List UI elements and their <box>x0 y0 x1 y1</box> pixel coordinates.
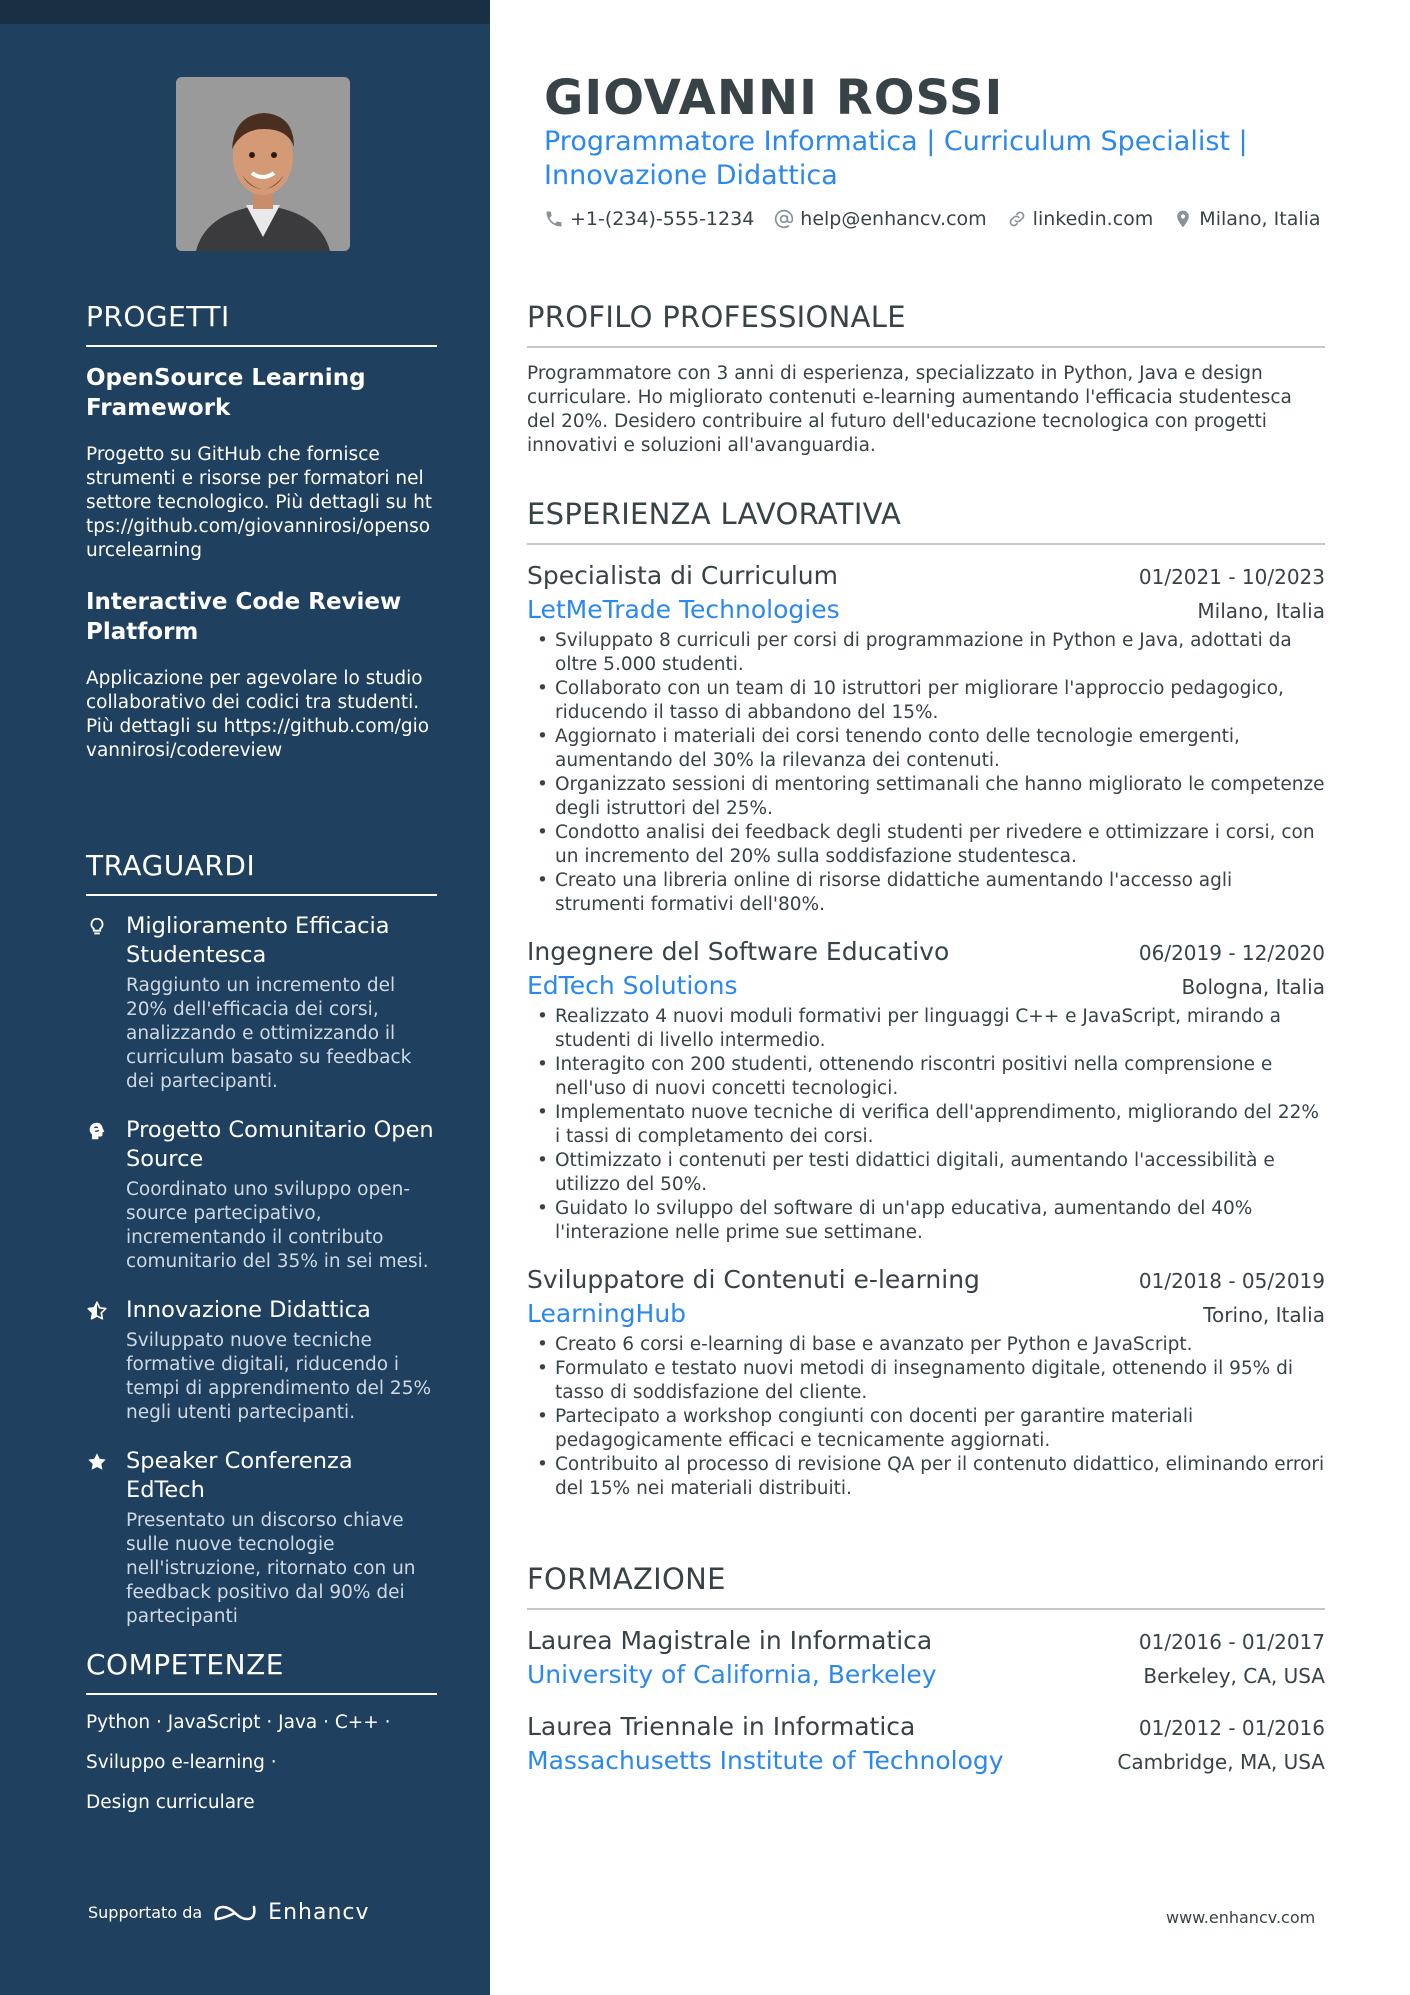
bullet-item: • Organizzato sessioni di mentoring settimanali che hanno migliorato le competenze degli istruttori del 25%. <box>527 773 1325 821</box>
phone-number: +1-(234)-555-1234 <box>570 208 755 230</box>
skills-line: Python · JavaScript · Java · C++ · <box>86 1712 391 1733</box>
bullet-item: • Condotto analisi dei feedback degli studenti per rivedere e ottimizzare i corsi, con un incremento del 20% sulla soddisfazione studentesca. <box>527 821 1325 869</box>
bullet-item: • Realizzato 4 nuovi moduli formativi per linguaggi C++ e JavaScript, mirando a studenti di livello intermedio. <box>527 1005 1325 1053</box>
achievement-title: Innovazione Didattica <box>126 1297 371 1323</box>
job-title: Specialista di Curriculum <box>527 561 838 590</box>
job-company-row <box>527 1297 1325 1331</box>
brain-icon <box>86 1120 108 1142</box>
experience-heading: ESPERIENZA LAVORATIVA <box>527 497 1325 545</box>
education-section <box>527 1562 1325 1796</box>
job-bullets <box>527 1005 1325 1245</box>
job-company: LearningHub <box>527 1299 687 1328</box>
project-description <box>86 443 437 563</box>
contact-email[interactable] <box>774 208 986 230</box>
bullet-item: • Formulato e testato nuovi metodi di insegnamento digitale, ottenendo il 95% di tasso di soddisfazione del cliente. <box>527 1357 1325 1405</box>
job-bullets <box>527 629 1325 917</box>
experience-section <box>527 497 1325 1519</box>
bullet-item: • Ottimizzato i contenuti per testi didattici digitali, aumentando l'accessibilità e utilizzo del 50%. <box>527 1149 1325 1197</box>
sidebar-top-bar <box>0 0 490 24</box>
achievement-description: Raggiunto un incremento del 20% dell'efficacia dei corsi, analizzando e ottimizzando il curriculum basato su feedback dei partecipanti. <box>126 975 412 1092</box>
summary-text: Programmatore con 3 anni di esperienza, specializzato in Python, Java e design curriculare. Ho migliorato contenuti e-learning aumentando l'efficacia studentesca del 20%. Desidero contribuire al futuro dell'educazione tecnologica con progetti innovativi e soluzioni all'avanguardia. <box>527 363 1292 456</box>
projects-section <box>86 300 437 787</box>
job-bullets <box>527 1333 1325 1501</box>
education-entry <box>527 1710 1325 1778</box>
phone-icon <box>544 209 564 229</box>
bullet-item: • Sviluppato 8 curriculi per corsi di programmazione in Python e Java, adottati da oltre 5.000 studenti. <box>527 629 1325 677</box>
project-item <box>86 587 437 763</box>
contact-phone[interactable] <box>544 208 754 230</box>
job-company-row <box>527 969 1325 1003</box>
job-location: Bologna, Italia <box>1181 975 1325 999</box>
bullet-item: • Implementato nuove tecniche di verifica dell'apprendimento, migliorando del 22% i tassi di completamento dei corsi. <box>527 1101 1325 1149</box>
achievement-description: Sviluppato nuove tecniche formative digitali, riducendo i tempi di apprendimento del 25% negli utenti partecipanti. <box>126 1330 432 1423</box>
job-header-row <box>527 1263 1325 1297</box>
job-company-row <box>527 593 1325 627</box>
skills-line: Design curriculare <box>86 1792 255 1813</box>
job-dates: 06/2019 - 12/2020 <box>1138 941 1325 965</box>
education-header-row <box>527 1710 1325 1744</box>
contact-linkedin[interactable] <box>1007 208 1154 230</box>
email-address: help@enhancv.com <box>800 208 987 230</box>
enhancv-logo-icon <box>212 1901 258 1925</box>
job-company: EdTech Solutions <box>527 971 738 1000</box>
school-name: University of California, Berkeley <box>527 1660 937 1689</box>
job-location: Torino, Italia <box>1203 1303 1325 1327</box>
bullet-item: • Guidato lo sviluppo del software di un'app educativa, aumentando del 40% l'interazione nelle prime sue settimane. <box>527 1197 1325 1245</box>
contact-location <box>1173 208 1320 230</box>
degree-title: Laurea Triennale in Informatica <box>527 1712 916 1741</box>
profile-photo-illustration <box>176 77 350 251</box>
achievement-title: Progetto Comunitario Open Source <box>126 1117 434 1172</box>
candidate-name: GIOVANNI ROSSI <box>544 70 1004 126</box>
brand-name: Enhancv <box>268 1900 370 1925</box>
footer-website-link[interactable]: www.enhancv.com <box>1166 1908 1316 1927</box>
achievement-title: Miglioramento Efficacia Studentesca <box>126 913 390 968</box>
job-entry <box>527 559 1325 917</box>
powered-by <box>88 1900 370 1925</box>
job-header-row <box>527 935 1325 969</box>
achievement-item <box>86 912 437 1094</box>
contact-bar <box>544 208 1321 230</box>
star-icon <box>86 1451 108 1473</box>
school-location: Berkeley, CA, USA <box>1143 1664 1325 1688</box>
job-dates: 01/2021 - 10/2023 <box>1138 565 1325 589</box>
education-header-row <box>527 1624 1325 1658</box>
bullet-item: • Partecipato a workshop congiunti con docenti per garantire materiali pedagogicamente efficaci e tecnicamente aggiornati. <box>527 1405 1325 1453</box>
achievement-item <box>86 1447 437 1629</box>
project-item <box>86 363 437 563</box>
job-entry <box>527 935 1325 1245</box>
job-location: Milano, Italia <box>1197 599 1325 623</box>
job-dates: 01/2018 - 05/2019 <box>1138 1269 1325 1293</box>
job-company: LetMeTrade Technologies <box>527 595 840 624</box>
star-half-icon <box>86 1300 108 1322</box>
bullet-item: • Collaborato con un team di 10 istruttori per migliorare l'approccio pedagogico, riducendo il tasso di abbandono del 15%. <box>527 677 1325 725</box>
powered-by-label: Supportato da <box>88 1903 203 1922</box>
at-sign-icon <box>774 209 794 229</box>
degree-title: Laurea Magistrale in Informatica <box>527 1626 933 1655</box>
bullet-item: • Creato una libreria online di risorse didattiche aumentando l'accesso agli strumenti formativi dell'80%. <box>527 869 1325 917</box>
job-header-row <box>527 559 1325 593</box>
job-entry <box>527 1263 1325 1501</box>
skills-section <box>86 1648 437 1831</box>
education-school-row <box>527 1744 1325 1778</box>
summary-heading: PROFILO PROFESSIONALE <box>527 300 1325 348</box>
education-school-row <box>527 1658 1325 1692</box>
school-name: Massachusetts Institute of Technology <box>527 1746 1004 1775</box>
linkedin-link: linkedin.com <box>1032 208 1154 230</box>
project-description <box>86 667 437 763</box>
bullet-item: • Contribuito al processo di revisione QA per il contenuto didattico, eliminando errori del 15% nei materiali distribuiti. <box>527 1453 1325 1501</box>
sidebar <box>0 0 490 1995</box>
achievement-title: Speaker Conferenza EdTech <box>126 1448 353 1503</box>
job-title: Ingegnere del Software Educativo <box>527 937 950 966</box>
achievement-description: Presentato un discorso chiave sulle nuove tecnologie nell'istruzione, ritornato con un feedback positivo dal 90% dei partecipanti <box>126 1510 416 1627</box>
skills-line: Sviluppo e-learning · <box>86 1752 277 1773</box>
achievements-section <box>86 849 437 1651</box>
candidate-headline: Programmatore Informatica | Curriculum Specialist | Innovazione Didattica <box>544 126 1248 191</box>
education-entry <box>527 1624 1325 1692</box>
project-link[interactable]: https://github.com/giovannirosi/opensourcelearning <box>86 492 433 561</box>
bullet-item: • Aggiornato i materiali dei corsi tenendo conto delle tecnologie emergenti, aumentando del 30% la rilevanza dei contenuti. <box>527 725 1325 773</box>
education-dates: 01/2012 - 01/2016 <box>1138 1716 1325 1740</box>
location-pin-icon <box>1173 209 1193 229</box>
achievement-description: Coordinato uno sviluppo open-source partecipativo, incrementando il contributo comunitario del 35% in sei mesi. <box>126 1179 429 1272</box>
link-icon <box>1007 209 1027 229</box>
project-title: OpenSource Learning Framework <box>86 365 366 421</box>
profile-photo <box>176 77 350 251</box>
school-location: Cambridge, MA, USA <box>1117 1750 1325 1774</box>
project-description-text: Applicazione per agevolare lo studio collaborativo dei codici tra studenti. Più dettagli su <box>86 668 423 737</box>
summary-section <box>527 300 1325 458</box>
job-title: Sviluppatore di Contenuti e-learning <box>527 1265 980 1294</box>
location-text: Milano, Italia <box>1199 208 1321 230</box>
lightbulb-icon <box>86 916 108 938</box>
education-heading: FORMAZIONE <box>527 1562 1325 1610</box>
project-title: Interactive Code Review Platform <box>86 589 402 645</box>
skills-heading: COMPETENZE <box>86 1648 437 1695</box>
projects-heading: PROGETTI <box>86 300 437 347</box>
project-description-text: Progetto su GitHub che fornisce strumenti e risorse per formatori nel settore tecnologico. Più dettagli su <box>86 444 424 513</box>
bullet-item: • Interagito con 200 studenti, ottenendo riscontri positivi nella comprensione e nell'uso di nuovi concetti tecnologici. <box>527 1053 1325 1101</box>
achievement-item <box>86 1116 437 1274</box>
achievement-item <box>86 1296 437 1425</box>
achievements-heading: TRAGUARDI <box>86 849 437 896</box>
project-link[interactable]: https://github.com/giovannirosi/codereview <box>86 716 430 761</box>
education-dates: 01/2016 - 01/2017 <box>1138 1630 1325 1654</box>
bullet-item: • Creato 6 corsi e-learning di base e avanzato per Python e JavaScript. <box>527 1333 1325 1357</box>
